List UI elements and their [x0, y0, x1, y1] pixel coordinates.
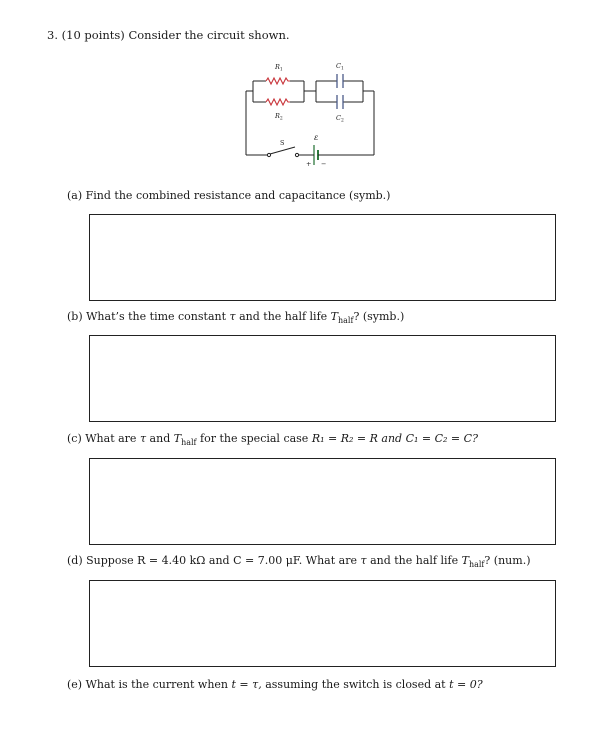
part-c-label: (c): [67, 432, 82, 445]
label-c1: $C_1$: [336, 62, 344, 72]
part-d-T-sub: half: [468, 560, 485, 570]
part-b: [67, 310, 404, 325]
label-switch: S: [280, 139, 285, 147]
capacitor-c1: [337, 74, 343, 88]
part-e-text-2: assuming the switch is closed at: [265, 678, 446, 691]
part-d-label: (d): [67, 554, 83, 567]
resistor-r1: [266, 78, 290, 84]
part-a: [67, 189, 390, 202]
label-minus: −: [321, 160, 327, 168]
resistor-r2: [266, 99, 290, 105]
label-r1: $R_1$: [275, 63, 283, 73]
part-c: [67, 432, 478, 447]
part-a-label: (a): [67, 189, 83, 202]
part-e: [67, 678, 483, 691]
part-b-text-3: ? (symb.): [353, 310, 405, 323]
part-c-tau: τ: [139, 432, 147, 445]
switch: [267, 147, 298, 157]
circuit-diagram: [238, 54, 378, 182]
label-emf: ε: [314, 133, 319, 142]
part-c-text-3: for the special case: [200, 432, 309, 445]
part-b-tau: τ: [229, 310, 236, 323]
capacitor-c2: [337, 95, 343, 109]
part-b-T-sub: half: [338, 316, 354, 326]
part-d-text-2: and: [208, 554, 230, 567]
circuit-wires: [246, 81, 374, 155]
part-d: [67, 554, 530, 569]
part-d-R: R = 4.40 kΩ: [137, 554, 206, 567]
part-a-text: Find the combined resistance and capacitance (symb.): [85, 189, 391, 202]
part-d-text-3: What are: [305, 554, 357, 567]
answer-box-b[interactable]: [89, 335, 556, 422]
answer-box-c[interactable]: [89, 458, 556, 545]
part-d-text-4: and the half life: [370, 554, 459, 567]
part-d-T: T: [461, 554, 469, 567]
part-c-eq: R₁ = R₂ = R and C₁ = C₂ = C?: [311, 432, 478, 445]
part-d-text-5: ? (num.): [484, 554, 531, 567]
part-b-label: (b): [67, 310, 83, 323]
question-number: 3.: [47, 28, 58, 42]
part-e-t-eq: t = τ,: [231, 678, 262, 691]
part-e-label: (e): [67, 678, 83, 691]
part-e-t0: t = 0?: [449, 678, 483, 691]
part-d-tau: τ: [360, 554, 367, 567]
part-c-T: T: [173, 432, 182, 445]
part-b-text-2: and the half life: [239, 310, 328, 323]
label-plus: +: [306, 160, 312, 168]
part-b-T: T: [330, 310, 338, 323]
label-c2: $C_2$: [336, 114, 344, 124]
question-points: (10 points): [61, 28, 125, 42]
part-e-text-1: What is the current when: [85, 678, 228, 691]
part-d-C: C = 7.00 μF.: [233, 554, 303, 567]
part-c-text-2: and: [149, 432, 171, 445]
question-title: [47, 28, 290, 42]
answer-box-a[interactable]: [89, 214, 556, 301]
question-prompt: Consider the circuit shown.: [128, 28, 290, 42]
part-c-text-1: What are: [85, 432, 137, 445]
part-d-text-1: Suppose: [86, 554, 134, 567]
part-b-text-1: What’s the time constant: [86, 310, 227, 323]
label-r2: $R_2$: [275, 112, 283, 122]
part-c-T-sub: half: [181, 438, 197, 448]
answer-box-d[interactable]: [89, 580, 556, 667]
